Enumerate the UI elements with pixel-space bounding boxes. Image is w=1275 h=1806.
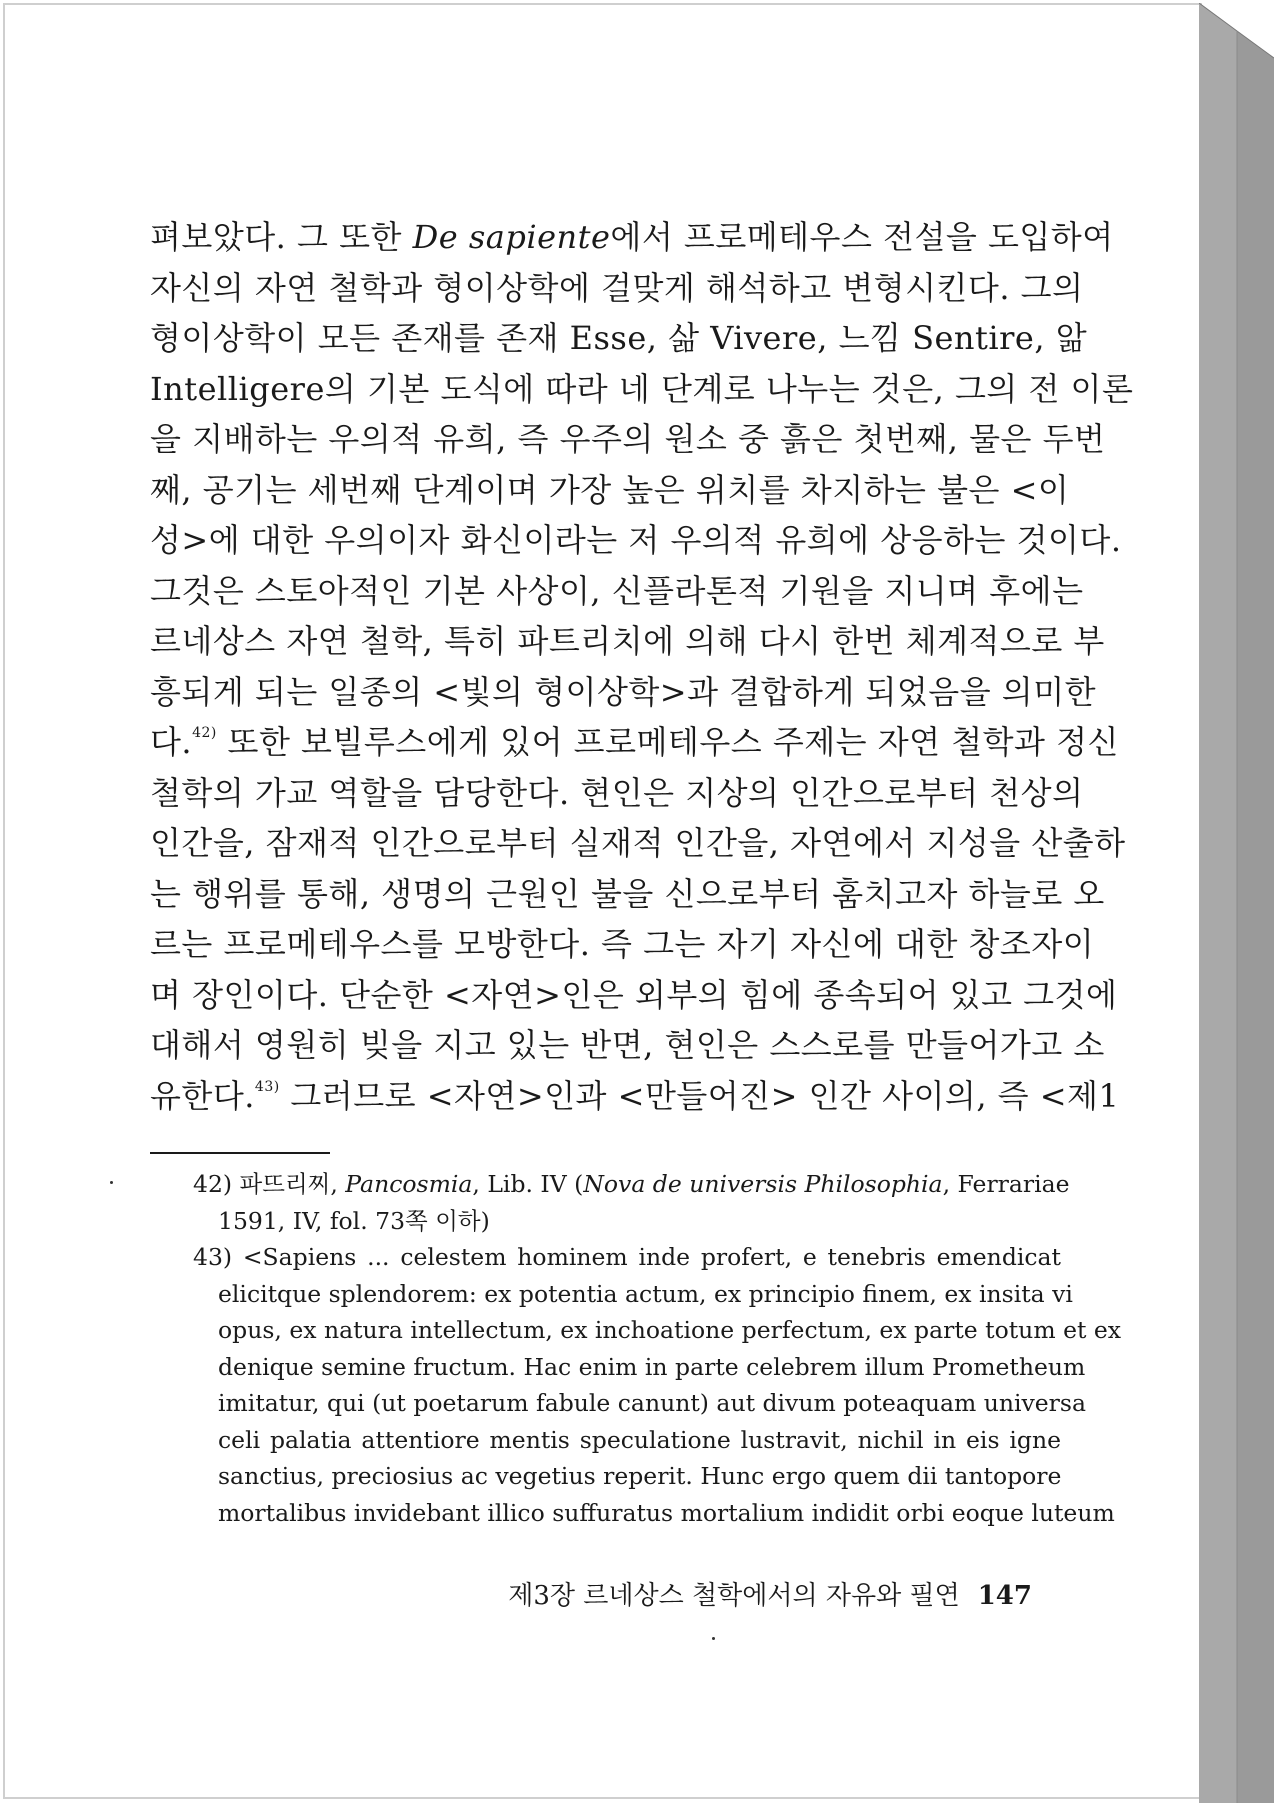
footnote-line [193,1276,1073,1313]
italic-text: Pancosmia [345,1170,473,1198]
text-run: 또한 보빌루스에게 있어 프로메테우스 주제는 자연 철학과 정신 [216,723,1119,761]
text-run: 43) <Sapiens ... celestem hominem inde profert, e tenebris emendicat [193,1243,1061,1271]
text-run: 형이상학이 모든 존재를 존재 Esse, 삶 Vivere, 느낌 Sentire, 앎 [150,319,1088,357]
footnote-separator [150,1152,330,1154]
text-run: 자신의 자연 철학과 형이상학에 걸맞게 해석하고 변형시킨다. 그의 [150,268,1084,307]
text-run: , Ferrariae [942,1170,1070,1198]
footnote-line [193,1385,1086,1422]
text-run: 흥되게 되는 일종의 <빛의 형이상학>과 결합하게 되었음을 의미한 [150,672,1097,711]
footnote-ref: 43) [254,1078,280,1095]
text-run: 그러므로 <자연>인과 <만들어진> 인간 사이의, 즉 <제1 [279,1076,1120,1115]
footnote [193,1166,1070,1239]
body-line [150,515,1122,566]
body-line [150,869,1105,920]
body-line [150,313,1088,364]
text-run: 철학의 가교 역할을 담당한다. 현인은 지상의 인간으로부터 천상의 [150,773,1084,812]
footnote-line [193,1239,1061,1276]
text-run: 1591, IV, fol. 73쪽 이하) [218,1206,490,1235]
body-line [150,616,1105,667]
body-line [150,919,1095,970]
body-line [150,263,1084,314]
body-text [150,212,1134,1121]
body-line [150,364,1134,415]
body-line [150,414,1106,465]
footnote-line [193,1349,1086,1386]
body-line [150,667,1097,718]
text-run: 는 행위를 통해, 생명의 근원인 불을 신으로부터 훔치고자 하늘로 오 [150,874,1105,913]
text-run: 대해서 영원히 빚을 지고 있는 반면, 현인은 스스로를 만들어가고 소 [150,1026,1105,1064]
text-run: 며 장인이다. 단순한 <자연>인은 외부의 힘에 종속되어 있고 그것에 [150,975,1118,1014]
text-run: Intelligere의 기본 도식에 따라 네 단계로 나누는 것은, 그의 전 이론 [150,369,1134,408]
text-run: opus, ex natura intellectum, ex inchoatione perfectum, ex parte totum et ex [218,1316,1122,1344]
running-head: 제3장 르네상스 철학에서의 자유와 필연 [508,1581,960,1611]
page-footer [500,1576,1032,1616]
footnote-line [193,1166,1070,1203]
page-number: 147 [977,1581,1032,1611]
footnote-line [193,1422,1061,1459]
body-line [150,970,1118,1021]
footnote-line [193,1458,1061,1495]
scan-speck [110,1181,113,1184]
text-run: , Lib. IV ( [472,1170,584,1198]
text-run: celi palatia attentiore mentis speculatione lustravit, nichil in eis igne [218,1425,1061,1454]
text-run: mortalibus invidebant illico suffuratus mortalium indidit orbi eoque luteum [218,1498,1115,1527]
body-line [150,566,1084,617]
text-run: 째, 공기는 세번째 단계이며 가장 높은 위치를 차지하는 불은 <이 [150,470,1070,509]
body-line [150,212,1114,263]
body-line [150,768,1084,819]
footnote-line [193,1312,1122,1349]
footnote-line [193,1203,1061,1240]
text-run: 르네상스 자연 철학, 특히 파트리치에 의해 다시 한번 체계적으로 부 [150,622,1105,660]
footnote-line [193,1495,1115,1532]
italic-text: De sapiente [412,218,611,256]
body-line [150,818,1126,869]
text-run: 유한다. [150,1076,255,1115]
text-run: 성>에 대한 우의이자 화신이라는 저 우의적 유희에 상응하는 것이다. [150,521,1122,559]
text-run: 인간을, 잠재적 인간으로부터 실재적 인간을, 자연에서 지성을 산출하 [150,824,1126,862]
italic-text: Nova de universis Philosophia [583,1170,943,1198]
body-line [150,1020,1105,1071]
footnote-ref: 42) [192,725,217,741]
text-run: 을 지배하는 우의적 유희, 즉 우주의 원소 중 흙은 첫번째, 물은 두번 [150,420,1106,458]
body-line [150,717,1119,768]
text-run: sanctius, preciosius ac vegetius reperit. Hunc ergo quem dii tantopore [218,1462,1062,1490]
text-run: imitatur, qui (ut poetarum fabule canunt) aut divum poteaquam universa [218,1389,1086,1417]
text-run: 다. [150,723,193,761]
text-run: 그것은 스토아적인 기본 사상이, 신플라톤적 기원을 지니며 후에는 [150,571,1084,610]
page-edge-shadow [1199,3,1274,1803]
text-run: denique semine fructum. Hac enim in parte celebrem illum Prometheum [218,1352,1086,1381]
scan-speck [712,1637,715,1640]
body-line [150,1071,1120,1122]
text-run: 42) 파뜨리찌, [193,1170,346,1198]
text-run: 에서 프로메테우스 전설을 도입하여 [610,218,1114,256]
body-line [150,465,1070,516]
text-run: elicitque splendorem: ex potentia actum, ex principio finem, ex insita vi [218,1279,1073,1308]
footnotes [193,1166,1122,1531]
footnote [193,1239,1122,1531]
text-run: 펴보았다. 그 또한 [150,218,413,256]
text-run: 르는 프로메테우스를 모방한다. 즉 그는 자기 자신에 대한 창조자이 [150,925,1095,963]
